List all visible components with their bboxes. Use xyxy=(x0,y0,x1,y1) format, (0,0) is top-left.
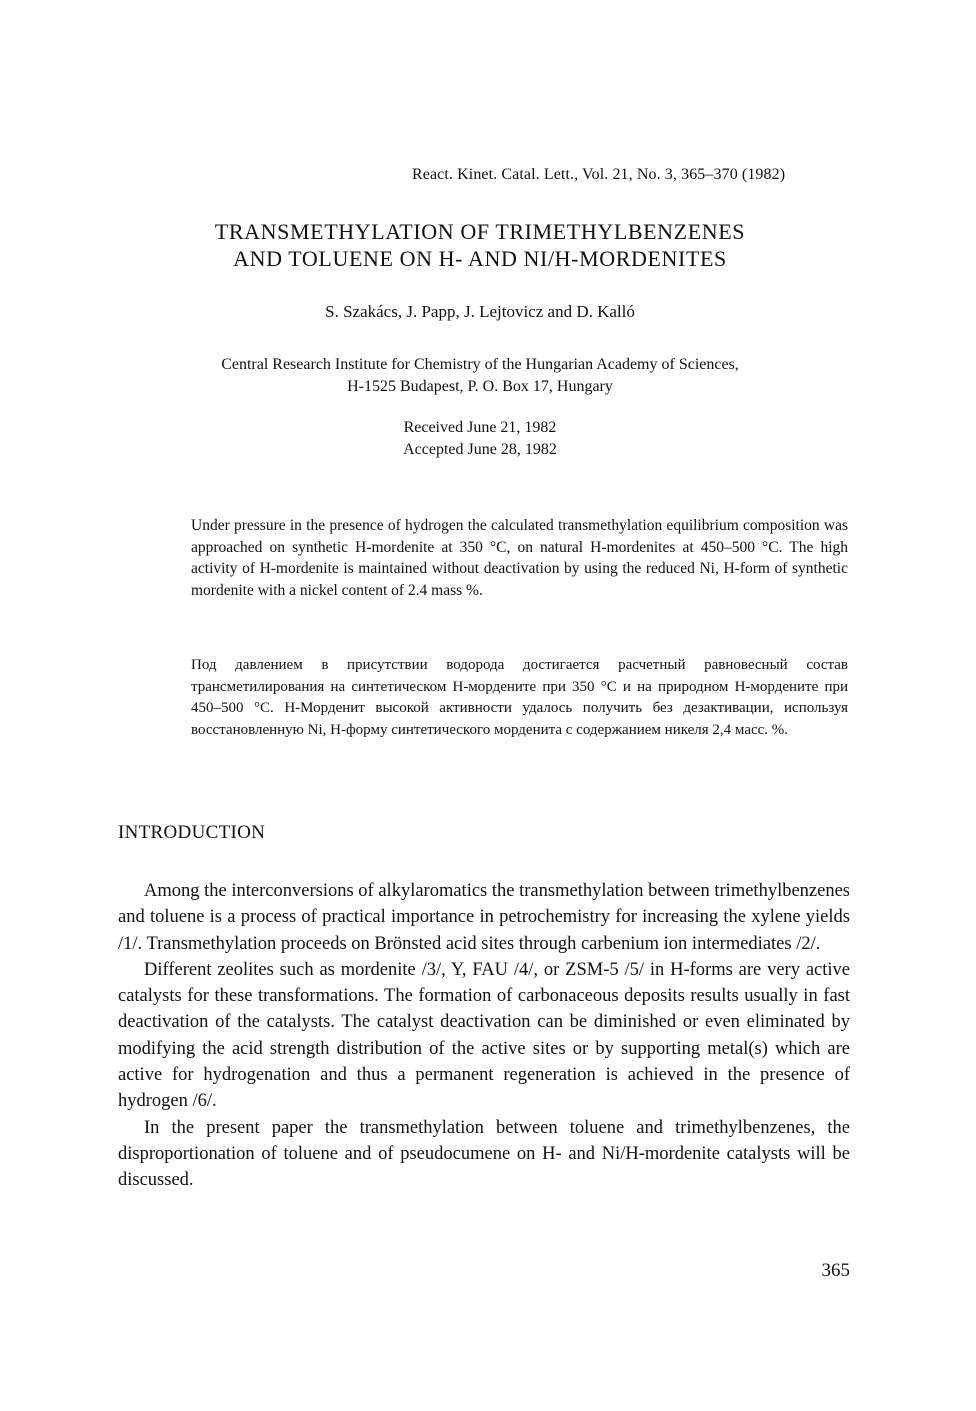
received-date: Received June 21, 1982 xyxy=(403,419,557,436)
introduction-paragraph: Among the interconversions of alkylaromatics the transmethylation between trimethylbenzenes and toluene is a process of practical importance in petrochemistry for increasing the xylene yields /1/. Transmethylation proceeds on Brönsted acid sites through carbenium ion intermediates /2/. xyxy=(118,881,850,954)
article-title-line-2: AND TOLUENE ON H- AND NI/H-MORDENITES xyxy=(233,246,727,271)
abstract-english: Under pressure in the presence of hydrogen the calculated transmethylation equilibrium composition was approached on synthetic H-mordenite at 350 °C, on natural H-mordenites at 450–500 °C. The high activity of H-mordenite is maintained without deactivation by using the reduced Ni, H-form of synthetic mordenite with a nickel content of 2.4 mass %. xyxy=(191,517,848,599)
introduction-paragraph: In the present paper the transmethylation between toluene and trimethylbenzenes, the disproportionation of toluene and of pseudocumene on H- and Ni/H-mordenite catalysts will be discussed. xyxy=(118,1117,850,1191)
article-title-line-1: TRANSMETHYLATION OF TRIMETHYLBENZENES xyxy=(214,219,746,244)
affiliation-line-1: Central Research Institute for Chemistry of the Hungarian Academy of Sciences, xyxy=(221,356,739,373)
abstract-russian: Под давлением в присутствии водорода достигается расчетный равновесный состав трансметилирования на синтетическом Н-мордените при 350 °С и на природном Н-мордените при 450–500 °С. Н-Морденит высокой активности удалось получить без дезактивации, используя восстановленную Ni, Н-форму синтетического морденита с содержанием никеля 2,4 масс. %. xyxy=(191,657,848,738)
accepted-date: Accepted June 28, 1982 xyxy=(403,441,557,458)
introduction-body xyxy=(118,878,850,1194)
introduction-paragraph: Different zeolites such as mordenite /3/, Y, FAU /4/, or ZSM-5 /5/ in H-forms are very active catalysts for these transformations. The formation of carbonaceous deposits results usually in fast deactivation of the catalysts. The catalyst deactivation can be diminished or even eliminated by modifying the acid strength distribution of the active sites or by supporting metal(s) which are active for hydrogenation and thus a permanent regeneration is achieved in the presence of hydrogen /6/. xyxy=(118,959,850,1112)
journal-reference: React. Kinet. Catal. Lett., Vol. 21, No. 3, 365–370 (1982) xyxy=(412,166,786,183)
affiliation-line-2: H-1525 Budapest, P. O. Box 17, Hungary xyxy=(347,378,613,395)
article-title xyxy=(120,218,840,272)
introduction-heading: INTRODUCTION xyxy=(118,822,266,843)
author-list: S. Szakács, J. Papp, J. Lejtovicz and D. Kalló xyxy=(325,302,635,321)
affiliation xyxy=(120,354,840,398)
submission-dates xyxy=(120,417,840,461)
page-number: 365 xyxy=(821,1260,850,1281)
